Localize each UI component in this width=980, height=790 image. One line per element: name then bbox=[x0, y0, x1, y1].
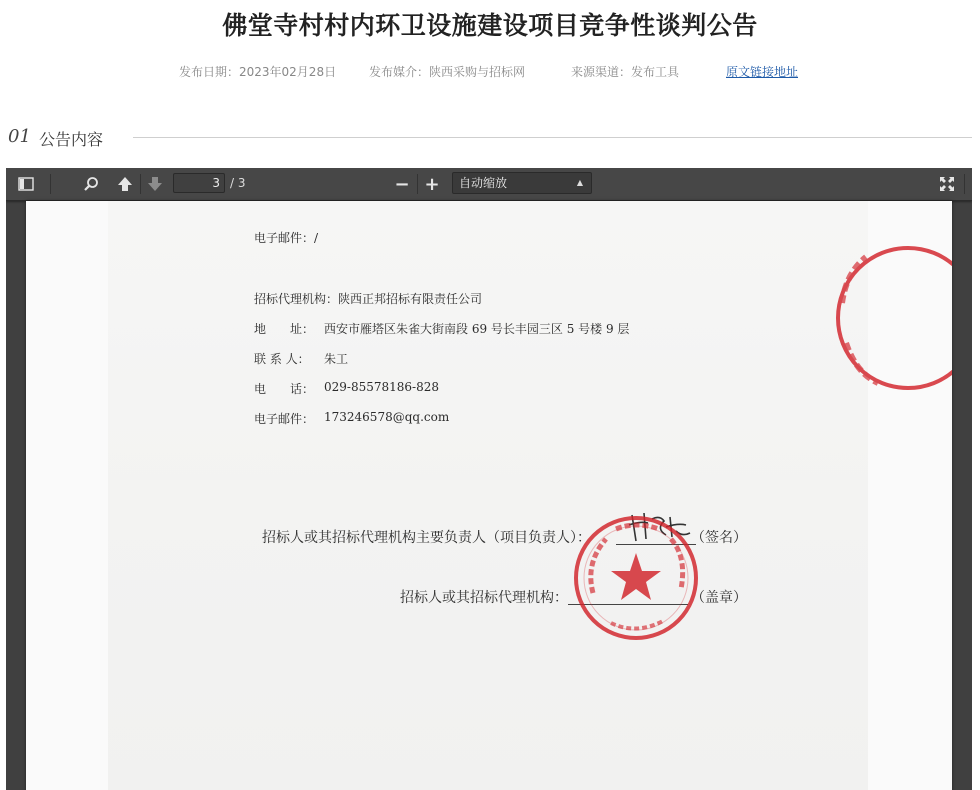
publish-date: 发布日期：2023年02月28日 bbox=[179, 65, 337, 79]
previous-page-icon[interactable] bbox=[114, 174, 136, 194]
section-label: 公告内容 bbox=[39, 130, 104, 149]
contact-value: 朱工 bbox=[324, 352, 349, 366]
signature-line-label: 招标人或其招标代理机构主要负责人（项目负责人）： bbox=[262, 530, 591, 546]
zoom-select-value: 自动缩放 bbox=[459, 176, 508, 190]
publish-media: 发布媒介：陕西采购与招标网 bbox=[369, 65, 526, 79]
address-value: 西安市雁塔区朱雀大街南段 69 号长丰园三区 5 号楼 9 层 bbox=[324, 322, 630, 336]
select-arrows-icon: ▲ bbox=[576, 178, 583, 187]
phone-value: 029-85578186-828 bbox=[324, 380, 439, 394]
address-label: 地 址： bbox=[254, 322, 315, 336]
page-title: 佛堂寺村村内环卫设施建设项目竞争性谈判公告 bbox=[222, 11, 758, 40]
fullscreen-icon[interactable] bbox=[936, 174, 958, 194]
zoom-select[interactable] bbox=[452, 172, 592, 194]
company-seal-partial-icon bbox=[816, 233, 952, 403]
agency-line: 招标代理机构：陕西正邦招标有限责任公司 bbox=[254, 292, 483, 306]
contact-label: 联 系 人： bbox=[254, 352, 310, 366]
meta-bar bbox=[0, 63, 980, 81]
pdf-viewer bbox=[6, 168, 972, 790]
seal-line-label: 招标人或其招标代理机构： bbox=[400, 590, 568, 606]
page-total: / 3 bbox=[230, 176, 246, 190]
email-value: 173246578@qq.com bbox=[324, 410, 450, 424]
search-icon[interactable] bbox=[80, 174, 102, 194]
section-header bbox=[8, 126, 972, 148]
email-blank-line: 电子邮件：/ bbox=[254, 231, 319, 245]
phone-label: 电 话： bbox=[254, 382, 315, 396]
pdf-toolbar bbox=[6, 168, 972, 201]
zoom-in-icon[interactable]: + bbox=[424, 173, 440, 195]
scanned-document bbox=[108, 201, 868, 790]
sidebar-toggle-icon[interactable] bbox=[14, 174, 38, 194]
section-divider bbox=[133, 137, 972, 138]
company-seal-icon bbox=[571, 513, 701, 643]
next-page-icon[interactable] bbox=[144, 174, 166, 194]
section-number: 01 bbox=[8, 126, 31, 147]
seal-suffix: （盖章） bbox=[691, 590, 747, 606]
source-channel: 来源渠道：发布工具 bbox=[571, 65, 680, 79]
pdf-page bbox=[26, 201, 952, 790]
signature-suffix: （签名） bbox=[691, 530, 747, 546]
original-link[interactable]: 原文链接地址 bbox=[726, 65, 799, 79]
page-number-input[interactable]: 3 bbox=[173, 173, 225, 193]
email-label: 电子邮件： bbox=[254, 412, 315, 426]
zoom-out-icon[interactable]: − bbox=[394, 173, 410, 195]
